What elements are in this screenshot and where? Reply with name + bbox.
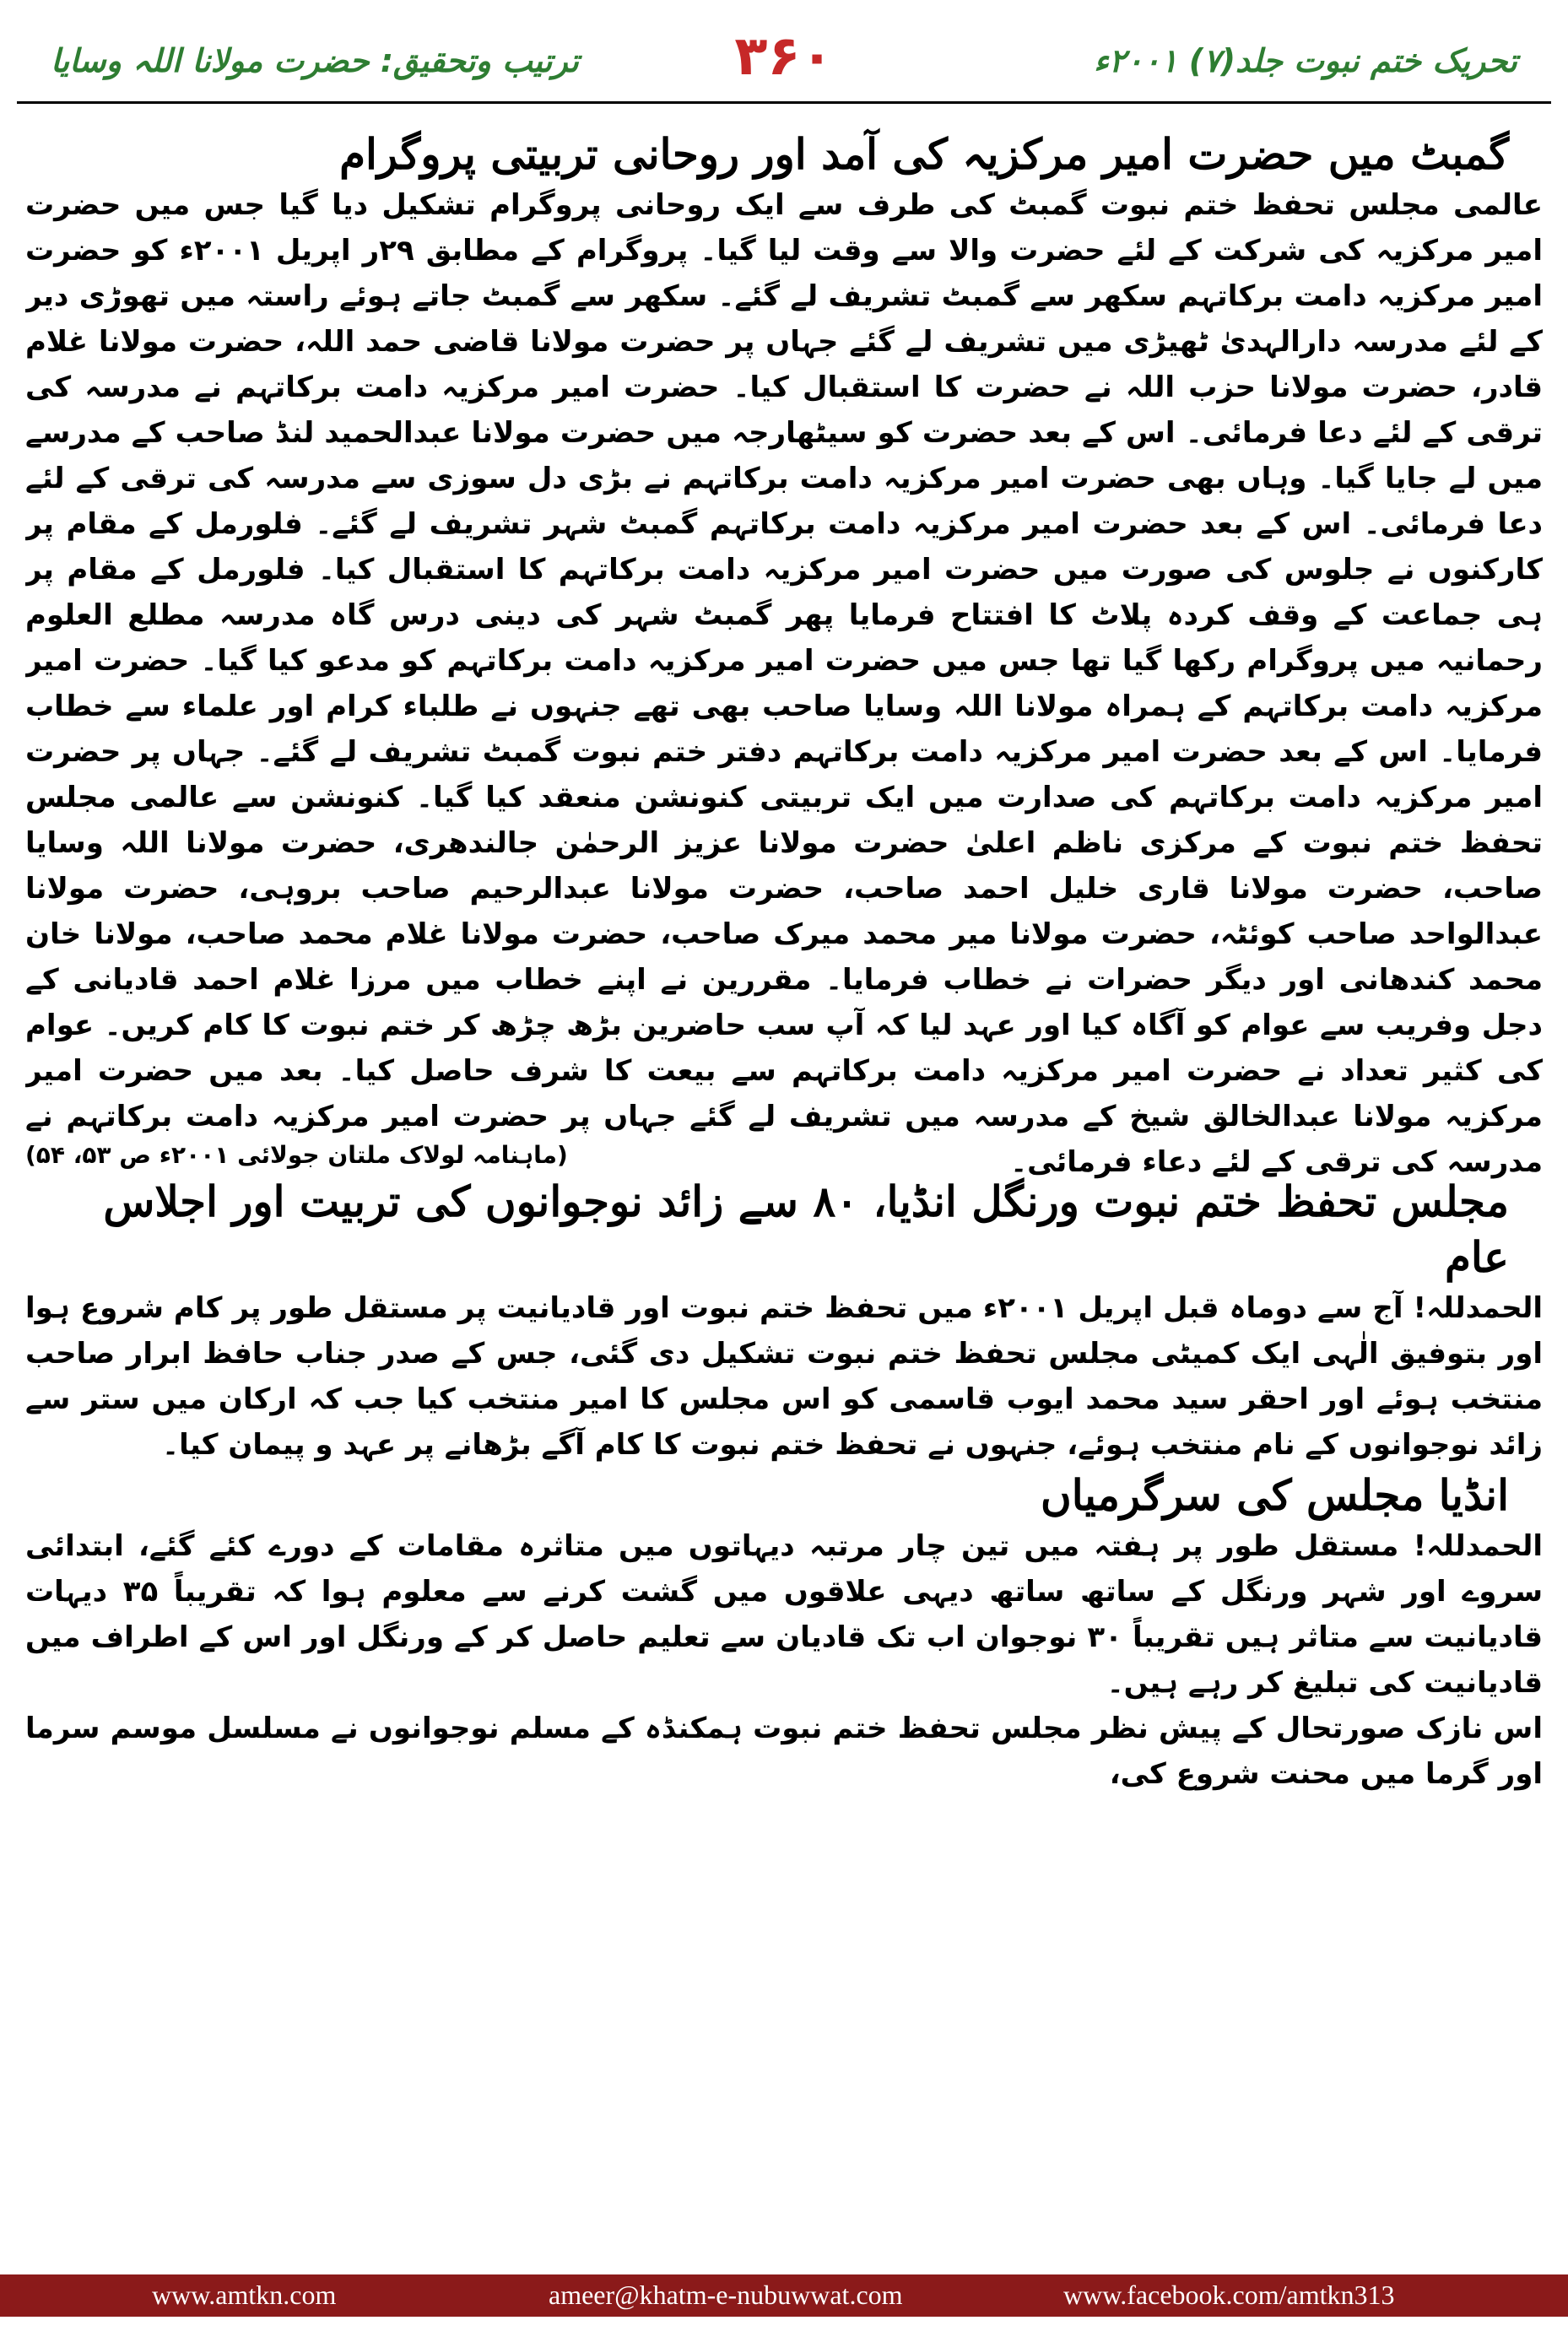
footer-website-link[interactable]: www.amtkn.com bbox=[152, 2280, 337, 2310]
citation: (ماہنامہ لولاک ملتان جولائی ۲۰۰۱ء ص ۵۳، ۵۴) bbox=[25, 1141, 568, 1169]
page-number: ۳۶۰ bbox=[734, 25, 834, 88]
paragraph: عالمی مجلس تحفظ ختم نبوت گمبٹ کی طرف سے ایک روحانی پروگرام تشکیل دیا گیا جس میں حضرت امیر مرکزیہ کی شرکت کے لئے حضرت والا سے وقت لیا گیا۔ پروگرام کے مطابق ۲۹ر اپریل ۲۰۰۱ء کو حضرت امیر مرکزیہ دامت برکاتہم سکھر سے گمبٹ تشریف لے گئے۔ سکھر سے گمبٹ جاتے ہوئے راستہ میں تھوڑی دیر کے لئے مدرسہ دارالہدیٰ ٹھیڑی میں تشریف لے گئے جہاں پر حضرت مولانا قاضی حمد اللہ، حضرت مولانا غلام قادر، حضرت مولانا حزب اللہ نے حضرت کا استقبال کیا۔ حضرت امیر مرکزیہ دامت برکاتہم نے مدرسہ کی ترقی کے لئے دعا فرمائی۔ اس کے بعد حضرت کو سیٹھارجہ میں حضرت مولانا عبدالحمید لنڈ صاحب کے مدرسے میں لے جایا گیا۔ وہاں بھی حضرت امیر مرکزیہ دامت برکاتہم نے بڑی دل سوزی سے مدرسہ کی ترقی کے لئے دعا فرمائی۔ اس کے بعد حضرت امیر مرکزیہ دامت برکاتہم گمبٹ شہر تشریف لے گئے۔ فلورمل کے مقام پر کارکنوں نے جلوس کی صورت میں حضرت امیر مرکزیہ دامت برکاتہم کا استقبال کیا۔ فلورمل کے مقام پر ہی جماعت کے وقف کردہ پلاٹ کا افتتاح فرمایا پھر گمبٹ شہر کی دینی درس گاہ مدرسہ مطلع العلوم رحمانیہ میں پروگرام رکھا گیا تھا جس میں حضرت امیر مرکزیہ دامت برکاتہم کو مدعو کیا گیا۔ حضرت امیر مرکزیہ دامت برکاتہم کے ہمراہ مولانا اللہ وسایا صاحب بھی تھے جنہوں نے طلباء کرام اور علماء سے خطاب فرمایا۔ اس کے بعد حضرت امیر مرکزیہ دامت برکاتہم دفتر ختم نبوت گمبٹ تشریف لے گئے۔ جہاں پر حضرت امیر مرکزیہ دامت برکاتہم کی صدارت میں ایک تربیتی کنونشن منعقد کیا گیا۔ کنونشن سے عالمی مجلس تحفظ ختم نبوت کے مرکزی ناظم اعلیٰ حضرت مولانا عزیز الرحمٰن جالندھری، حضرت مولانا اللہ وسایا صاحب، حضرت مولانا قاری خلیل احمد صاحب، حضرت مولانا عبدالرحیم صاحب بروہی، حضرت مولانا عبدالواحد صاحب کوئٹہ، حضرت مولانا میر محمد میرک صاحب، حضرت مولانا غلام محمد صاحب، مولانا خان محمد کندھانی اور دیگر حضرات نے خطاب فرمایا۔ مقررین نے اپنے خطاب میں مرزا غلام احمد قادیانی کے دجل وفریب سے عوام کو آگاہ کیا اور عہد لیا کہ آپ سب حاضرین بڑھ چڑھ کر ختم نبوت کا کام کریں۔ عوام کی کثیر تعداد نے حضرت امیر مرکزیہ دامت برکاتہم سے بیعت کا شرف حاصل کیا۔ بعد میں حضرت امیر مرکزیہ مولانا عبدالخالق شیخ کے مدرسہ میں تشریف لے گئے جہاں پر حضرت امیر مرکزیہ دامت برکاتہم نے مدرسہ کی ترقی کے لئے دعاء فرمائی۔ bbox=[25, 188, 1543, 1179]
paragraph: الحمدللہ! مستقل طور پر ہفتہ میں تین چار مرتبہ دیہاتوں میں متاثرہ مقامات کے دورے کئے گئے، ابتدائی سروے اور شہر ورنگل کے ساتھ ساتھ دیہی علاقوں میں گشت کرنے سے معلوم ہوا کہ تقریباً ۳۵ دیہات قادیانیت سے متاثر ہیں تقریباً ۳۰ نوجوان اب تک قادیان سے تعلیم حاصل کر کے ورنگل اور اس کے اطراف میں قادیانیت کی تبلیغ کر رہے ہیں۔ bbox=[25, 1529, 1543, 1700]
section-heading-2: مجلس تحفظ ختم نبوت ورنگل انڈیا، ۸۰ سے زائد نوجوانوں کی تربیت اور اجلاس عام bbox=[103, 1176, 1509, 1282]
section-heading-1: گمبٹ میں حضرت امیر مرکزیہ کی آمد اور روحانی تربیتی پروگرام bbox=[339, 129, 1509, 179]
footer-facebook-link[interactable]: www.facebook.com/amtkn313 bbox=[1063, 2280, 1395, 2310]
header-book-title: تحریک ختم نبوت جلد(۷) ۲۰۰۱ء bbox=[1094, 42, 1517, 79]
paragraph: الحمدللہ! آج سے دوماہ قبل اپریل ۲۰۰۱ء میں تحفظ ختم نبوت اور قادیانیت پر مستقل طور پر کام شروع ہوا اور بتوفیق الٰہی ایک کمیٹی مجلس تحفظ ختم نبوت تشکیل دی گئی، جس کے صدر جناب حافظ ابرار صاحب منتخب ہوئے اور احقر سید محمد ایوب قاسمی کو اس مجلس کا امیر منتخب کیا جب کہ ارکان میں ستر سے زائد نوجوانوں کے نام منتخب ہوئے، جنہوں نے تحفظ ختم نبوت کا کام آگے بڑھانے پر عہد و پیمان کیا۔ bbox=[25, 1291, 1543, 1462]
page-footer bbox=[0, 2274, 1568, 2317]
section-heading-3: انڈیا مجلس کی سرگرمیاں bbox=[1041, 1470, 1509, 1520]
page-header bbox=[17, 17, 1551, 110]
paragraph: اس نازک صورتحال کے پیش نظر مجلس تحفظ ختم نبوت ہمکنڈہ کے مسلم نوجوانوں نے مسلسل موسم سرما اور گرما میں محنت شروع کی، bbox=[25, 1712, 1543, 1791]
footer-email-link[interactable]: ameer@khatm-e-nubuwwat.com bbox=[549, 2280, 903, 2310]
page-content bbox=[25, 127, 1543, 2241]
header-compiler: ترتیب وتحقیق: حضرت مولانا اللہ وسایا bbox=[51, 42, 579, 79]
header-divider bbox=[17, 101, 1551, 104]
